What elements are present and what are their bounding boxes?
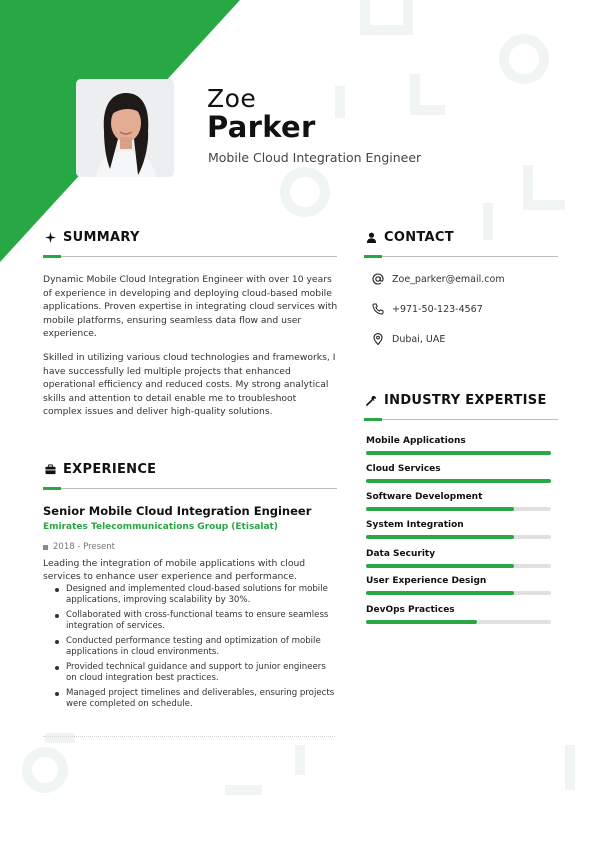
job-dates-text: 2018 - Present — [53, 542, 115, 552]
phone-text: +971-50-123-4567 — [392, 303, 483, 315]
map-pin-icon — [372, 333, 384, 345]
contact-heading — [366, 230, 454, 245]
contact-divider — [364, 256, 558, 257]
list-item: Collaborated with cross-functional teams to ensure seamless integration of services. — [54, 610, 338, 632]
skill-label: Software Development — [366, 492, 483, 502]
skill-bar — [366, 451, 551, 455]
skill-label: User Experience Design — [366, 576, 487, 586]
skill-item — [366, 605, 552, 615]
summary-title: SUMMARY — [63, 230, 140, 245]
last-name: Parker — [207, 110, 316, 144]
contact-email[interactable] — [372, 273, 505, 285]
person-icon — [366, 232, 377, 243]
job-bullets — [54, 584, 338, 714]
skill-bar — [366, 620, 551, 624]
location-text: Dubai, UAE — [392, 333, 446, 345]
email-text: Zoe_parker@email.com — [392, 273, 505, 285]
summary-paragraph-2: Skilled in utilizing various cloud technologies and frameworks, I have successfully led multiple projects that enhanced operational efficiency and reduced costs. My strong analytical skills and attention to detail enable me to troubleshoot complex issues and deliver high-quality solutions. — [43, 352, 336, 418]
list-item: Conducted performance testing and optimization of mobile applications in cloud environments. — [54, 636, 338, 658]
at-sign-icon — [372, 273, 384, 285]
first-name: Zoe — [207, 84, 257, 113]
skill-item — [366, 576, 552, 586]
skill-item — [366, 520, 552, 530]
expertise-title: INDUSTRY EXPERTISE — [384, 393, 547, 408]
calendar-icon — [43, 545, 48, 550]
skill-bar-fill — [366, 591, 514, 595]
skill-label: Data Security — [366, 549, 436, 559]
summary-divider — [43, 256, 337, 257]
list-item: Managed project timelines and deliverables, ensuring projects were completed on schedule. — [54, 688, 338, 710]
experience-divider — [43, 488, 337, 489]
phone-icon — [372, 303, 384, 315]
skill-bar-fill — [366, 535, 514, 539]
section-end-divider — [43, 736, 335, 737]
list-item: Designed and implemented cloud-based solutions for mobile applications, improving scalability by 30%. — [54, 584, 338, 606]
skill-bar — [366, 564, 551, 568]
contact-title: CONTACT — [384, 230, 454, 245]
skill-item — [366, 549, 552, 559]
contact-location — [372, 333, 445, 345]
job-description: Leading the integration of mobile applications with cloud services to enhance user experience and performance. — [43, 558, 306, 582]
list-item: Provided technical guidance and support to junior engineers on cloud integration best practices. — [54, 662, 338, 684]
job-title: Mobile Cloud Integration Engineer — [208, 150, 422, 165]
skill-label: DevOps Practices — [366, 605, 455, 615]
summary-heading — [45, 230, 140, 245]
contact-phone[interactable] — [372, 303, 483, 315]
experience-heading — [45, 462, 156, 477]
skill-bar — [366, 479, 551, 483]
skill-label: System Integration — [366, 520, 464, 530]
skill-bar-fill — [366, 507, 514, 511]
skill-label: Mobile Applications — [366, 436, 466, 446]
skill-bar — [366, 507, 551, 511]
skill-bar-fill — [366, 620, 477, 624]
experience-title: EXPERIENCE — [63, 462, 157, 477]
job-dates — [43, 542, 115, 552]
skill-item — [366, 436, 552, 446]
skill-label: Cloud Services — [366, 464, 441, 474]
skill-bar — [366, 535, 551, 539]
company-name: Emirates Telecommunications Group (Etisalat) — [43, 522, 278, 532]
skill-item — [366, 464, 552, 474]
profile-photo — [76, 79, 174, 177]
skill-item — [366, 492, 552, 502]
expertise-heading — [366, 393, 547, 408]
briefcase-icon — [45, 464, 56, 475]
job-role: Senior Mobile Cloud Integration Engineer — [43, 504, 312, 518]
expertise-divider — [364, 419, 558, 420]
wrench-icon — [366, 395, 377, 406]
skill-bar-fill — [366, 479, 551, 483]
sparkle-icon — [45, 232, 56, 243]
skill-bar — [366, 591, 551, 595]
summary-paragraph-1: Dynamic Mobile Cloud Integration Engineer with over 10 years of experience in developing and deploying cloud-based mobile applications. Proven expertise in integrating cloud services with mobile platforms, ensuring seamless data flow and user experience. — [43, 274, 338, 340]
skill-bar-fill — [366, 564, 514, 568]
skill-bar-fill — [366, 451, 551, 455]
